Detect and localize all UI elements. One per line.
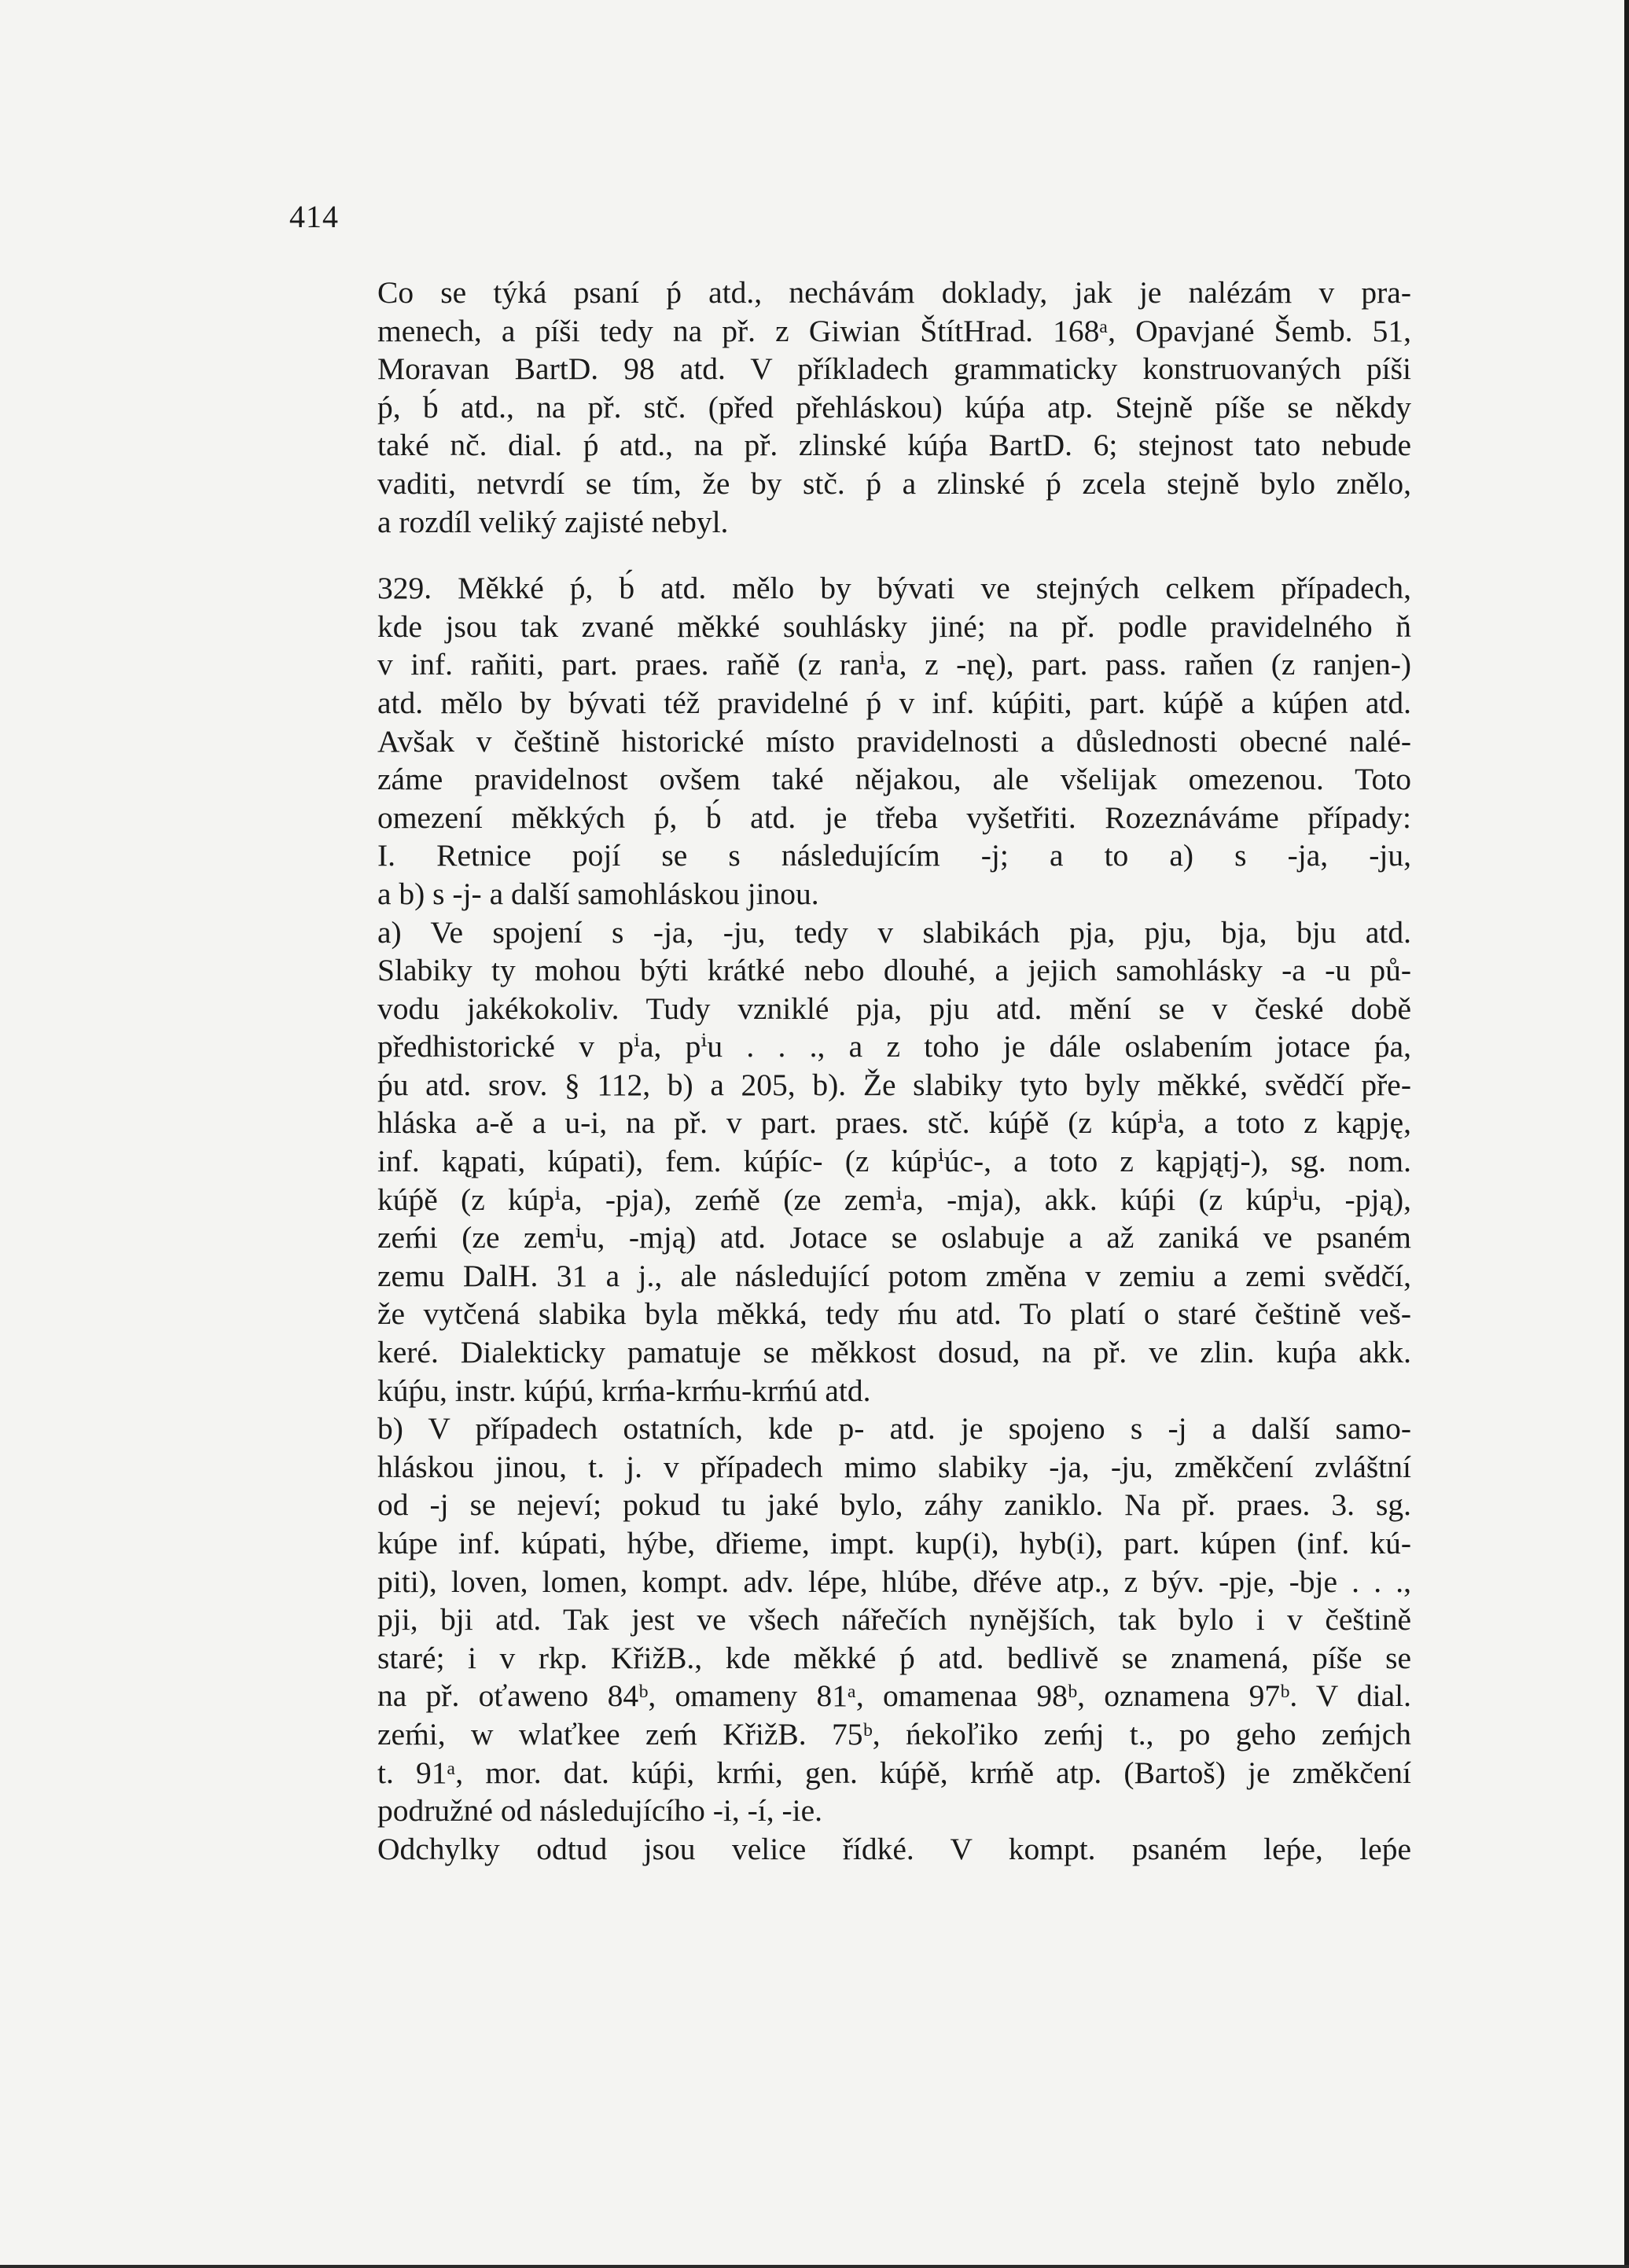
- paragraph-case-one: [291, 836, 1411, 913]
- text-line: a) Ve spojení s -ja, -ju, tedy v slabikách pja, pju, bja, bju atd.: [377, 914, 1411, 950]
- text-line: vaditi, netvrdí se tím, že by stč. ṕ a zlinské ṕ zcela stejně bylo znělo,: [377, 465, 1411, 501]
- text-line: kúpe inf. kúpati, hýbe, dřieme, impt. kup(i), hyb(i), part. kúpen (inf. kú-: [377, 1526, 1411, 1560]
- text-line: v inf. raňiti, part. praes. raňě (z ranⁱa, z -nę), part. pass. raňen (z ranjen-): [377, 647, 1411, 682]
- text-line: zeḿi, w wlaťkee zeḿ KřižB. 75ᵇ, ńekoľiko zeḿj t., po geho zeḿjch: [377, 1716, 1411, 1752]
- body-text: [291, 274, 1411, 1868]
- text-line: ṕ, b́ atd., na př. stč. (před přehláskou) kúṕa atp. Stejně píše se někdy: [377, 389, 1411, 425]
- paragraph-section-329: [291, 569, 1411, 836]
- page-edge-shadow-right: [1624, 0, 1629, 2268]
- text-line: hláskou jinou, t. j. v případech mimo slabiky -ja, -ju, změkčení zvláštní: [377, 1449, 1411, 1484]
- text-line: a rozdíl veliký zajisté nebyl.: [377, 504, 729, 539]
- text-line: keré. Dialekticky pamatuje se měkkost dosud, na př. ve zlin. kuṕa akk.: [377, 1335, 1411, 1370]
- text-line: inf. kąpati, kúpati), fem. kúṕíc- (z kúpⁱúc-, a toto z kąpjątj-), sg. nom.: [377, 1144, 1411, 1179]
- text-line: Avšak v češtině historické místo pravidelnosti a důslednosti obecné nalé-: [377, 723, 1411, 759]
- page-number: 414: [289, 199, 339, 234]
- text-line: atd. mělo by bývati též pravidelné ṕ v inf. kúṕiti, part. kúṕě a kúṕen atd.: [377, 685, 1411, 720]
- paragraph-case-b: [291, 1410, 1411, 1830]
- text-line: kde jsou tak zvané měkké souhlásky jiné; na př. podle pravidelného ň: [377, 608, 1411, 644]
- text-line: zemu DalH. 31 a j., ale následující potom změna v zemiu a zemi svědčí,: [377, 1258, 1411, 1293]
- text-line: také nč. dial. ṕ atd., na př. zlinské kúṕa BartD. 6; stejnost tato nebude: [377, 428, 1411, 463]
- text-line: b) V případech ostatních, kde p- atd. je spojeno s -j a další samo-: [377, 1411, 1411, 1446]
- text-line: že vytčená slabika byla měkká, tedy ḿu atd. To platí o staré češtině veš-: [377, 1296, 1411, 1332]
- text-line: t. 91ᵃ, mor. dat. kúṕi, krḿi, gen. kúṕě, krḿě atp. (Bartoš) je změkčení: [377, 1755, 1411, 1790]
- paragraph-writing-note: [291, 274, 1411, 541]
- text-line: ṕu atd. srov. § 112, b) a 205, b). Že slabiky tyto byly měkké, svědčí pře-: [377, 1067, 1411, 1102]
- text-line: Slabiky ty mohou býti krátké nebo dlouhé, a jejich samohlásky -a -u pů-: [377, 953, 1411, 988]
- page-edge-shadow-bottom: [0, 2265, 1629, 2268]
- text-line: Odchylky odtud jsou velice řídké. V kompt. psaném leṕe, leṕe: [377, 1831, 1411, 1866]
- text-line: menech, a píši tedy na př. z Giwian ŠtítHrad. 168ᵃ, Opavjané Šemb. 51,: [377, 313, 1411, 348]
- text-line: pji, bji atd. Tak jest ve všech nářečích nynějších, tak bylo i v češtině: [377, 1602, 1411, 1638]
- text-line: hláska a-ě a u-i, na př. v part. praes. stč. kúṕě (z kúpⁱa, a toto z kąpję,: [377, 1105, 1411, 1141]
- text-line: Co se týká psaní ṕ atd., nechávám doklady, jak je nalézám v pra-: [377, 275, 1411, 310]
- text-line: kúṕě (z kúpⁱa, -pja), zeḿě (ze zemⁱa, -mja), akk. kúṕi (z kúpⁱu, -pją),: [377, 1182, 1411, 1217]
- text-line: na př. oťaweno 84ᵇ, omameny 81ᵃ, omamenaa 98ᵇ, oznamena 97ᵇ. V dial.: [377, 1678, 1411, 1714]
- text-line: od -j se neјeví; pokud tu jaké bylo, záhy zaniklo. Na př. praes. 3. sg.: [377, 1487, 1411, 1523]
- paragraph-exceptions: [291, 1830, 1411, 1869]
- text-line: staré; i v rkp. KřižB., kde měkké ṕ atd. bedlivě se znamená, píše se: [377, 1640, 1411, 1675]
- text-line: I. Retnice pojí se s následujícím -j; a to a) s -ja, -ju,: [377, 838, 1411, 873]
- text-line: kúṕu, instr. kúṕú, krḿa-krḿu-krḿú atd.: [377, 1373, 871, 1408]
- text-line: a b) s -j- a další samohláskou jinou.: [377, 876, 819, 911]
- text-line: omezení měkkých ṕ, b́ atd. je třeba vyšetřiti. Rozeznáváme případy:: [377, 799, 1411, 835]
- text-line: zeḿi (ze zemⁱu, -mją) atd. Jotace se oslabuje a až zaniká ve psaném: [377, 1220, 1411, 1255]
- paragraph-case-a: [291, 913, 1411, 1410]
- text-line: 329. Měkké ṕ, b́ atd. mělo by bývati ve stejných celkem případech,: [377, 571, 1411, 606]
- text-line: vodu jakékokoliv. Tudy vzniklé pja, pju atd. mění se v české době: [377, 991, 1411, 1026]
- text-line: piti), loven, lomen, kompt. adv. lépe, hlúbe, dřéve atp., z býv. -pje, -bje . . .,: [377, 1564, 1411, 1599]
- text-line: podružné od následujícího -i, -í, -ie.: [377, 1793, 822, 1829]
- text-line: záme pravidelnost ovšem také nějakou, ale všelijak omezenou. Toto: [377, 762, 1411, 797]
- text-line: Moravan BartD. 98 atd. V příkladech grammaticky konstruovaných píši: [377, 351, 1411, 387]
- text-line: předhistorické v pⁱa, pⁱu . . ., a z toho je dále oslabením jotace ṕa,: [377, 1029, 1411, 1064]
